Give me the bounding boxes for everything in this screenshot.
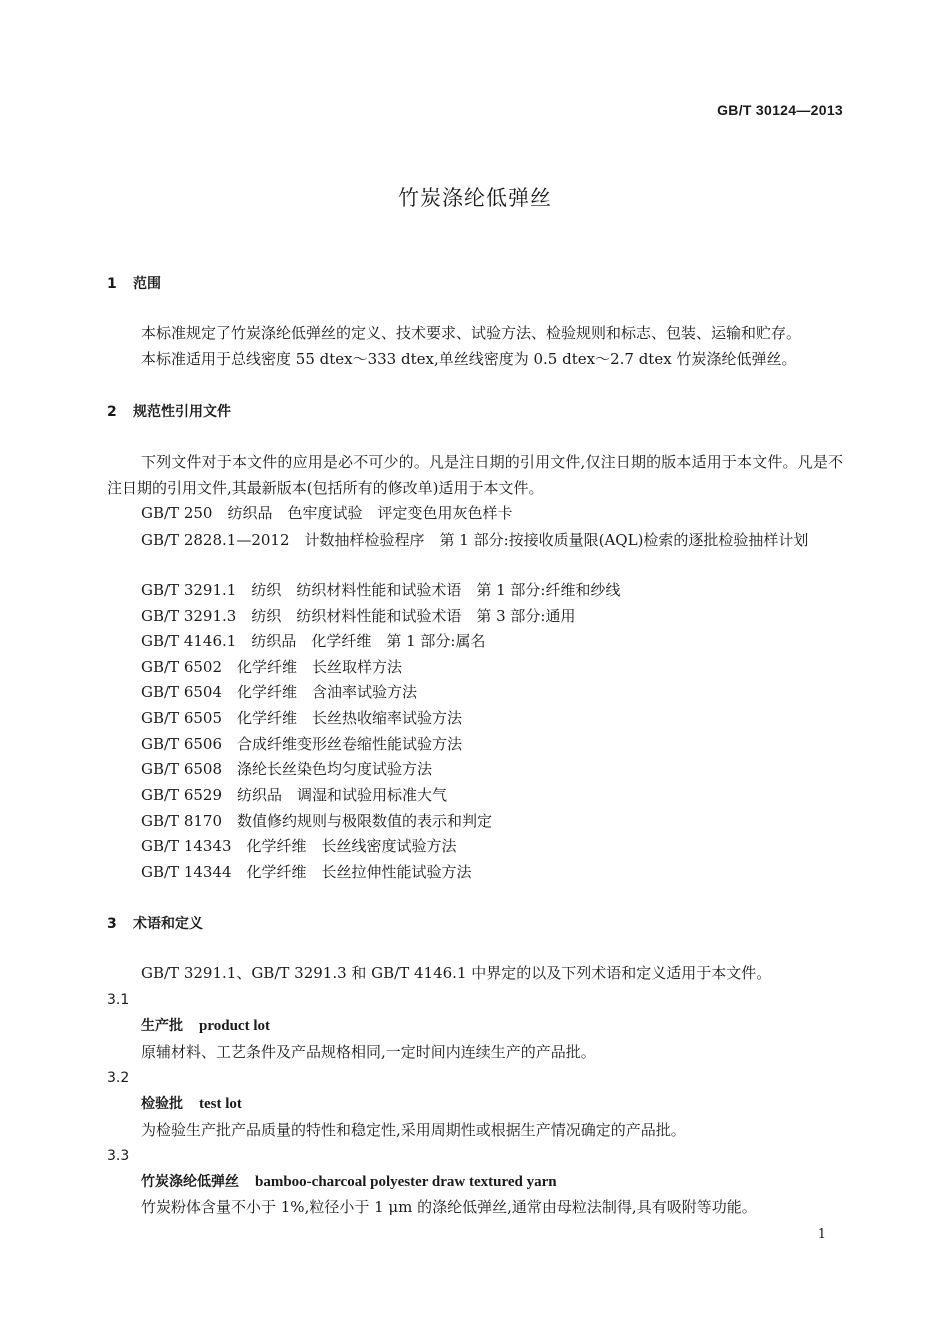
terms-intro: GB/T 3291.1、GB/T 3291.3 和 GB/T 4146.1 中界定的以及下列术语和定义适用于本文件。 — [141, 964, 772, 982]
reference-item: GB/T 6529 纺织品 调湿和试验用标准大气 — [141, 786, 448, 804]
scope-paragraph-1: 本标准规定了竹炭涤纶低弹丝的定义、技术要求、试验方法、检验规则和标志、包装、运输和贮存。 — [141, 324, 802, 342]
term-name-zh: 竹炭涤纶低弹丝 — [141, 1174, 239, 1190]
term-number: 3.1 — [107, 992, 130, 1008]
term-name-en: test lot — [199, 1096, 242, 1112]
reference-item: GB/T 6502 化学纤维 长丝取样方法 — [141, 658, 403, 676]
section-title: 规范性引用文件 — [133, 404, 231, 420]
reference-item: GB/T 250 纺织品 色牢度试验 评定变色用灰色样卡 — [141, 504, 513, 522]
term-definition: 原辅材料、工艺条件及产品规格相同,一定时间内连续生产的产品批。 — [141, 1043, 596, 1061]
section-number: 2 — [107, 404, 117, 420]
reference-item: GB/T 3291.1 纺织 纺织材料性能和试验术语 第 1 部分:纤维和纱线 — [141, 581, 621, 599]
scope-paragraph-2: 本标准适用于总线密度 55 dtex～333 dtex,单丝线密度为 0.5 dtex～2.7 dtex 竹炭涤纶低弹丝。 — [141, 350, 797, 368]
references-intro: 下列文件对于本文件的应用是必不可少的。凡是注日期的引用文件,仅注日期的版本适用于本文件。凡是不注日期的引用文件,其最新版本(包括所有的修改单)适用于本文件。 — [107, 453, 843, 497]
reference-item: GB/T 6508 涤纶长丝染色均匀度试验方法 — [141, 760, 433, 778]
section-title: 范围 — [133, 276, 161, 292]
standard-number: GB/T 30124—2013 — [717, 102, 843, 118]
term-number: 3.2 — [107, 1070, 130, 1086]
term-name-en: product lot — [199, 1018, 270, 1034]
reference-item: GB/T 3291.3 纺织 纺织材料性能和试验术语 第 3 部分:通用 — [141, 607, 576, 625]
term-number: 3.3 — [107, 1148, 130, 1164]
term-definition: 为检验生产批产品质量的特性和稳定性,采用周期性或根据生产情况确定的产品批。 — [141, 1121, 686, 1139]
term-name-en: bamboo-charcoal polyester draw textured yarn — [255, 1174, 557, 1190]
reference-item: GB/T 6506 合成纤维变形丝卷缩性能试验方法 — [141, 735, 463, 753]
section-title: 术语和定义 — [133, 916, 203, 932]
section-number: 1 — [107, 276, 117, 292]
term-name — [141, 1097, 242, 1112]
section-2-heading — [107, 405, 231, 419]
term-definition: 竹炭粉体含量不小于 1%,粒径小于 1 μm 的涤纶低弹丝,通常由母粒法制得,具有吸附等功能。 — [141, 1198, 757, 1216]
term-name-zh: 生产批 — [141, 1018, 183, 1034]
reference-item: GB/T 6505 化学纤维 长丝热收缩率试验方法 — [141, 709, 463, 727]
reference-item: GB/T 8170 数值修约规则与极限数值的表示和判定 — [141, 812, 493, 830]
document-title: 竹炭涤纶低弹丝 — [398, 186, 552, 210]
term-name — [141, 1175, 557, 1190]
term-name — [141, 1019, 270, 1034]
term-name-zh: 检验批 — [141, 1096, 183, 1112]
section-1-heading — [107, 277, 161, 291]
reference-item: GB/T 14344 化学纤维 长丝拉伸性能试验方法 — [141, 863, 472, 881]
section-number: 3 — [107, 916, 117, 932]
reference-item: GB/T 6504 化学纤维 含油率试验方法 — [141, 683, 418, 701]
section-3-heading — [107, 917, 203, 931]
page-number: 1 — [817, 1227, 826, 1242]
reference-item: GB/T 14343 化学纤维 长丝线密度试验方法 — [141, 837, 457, 855]
reference-item: GB/T 4146.1 纺织品 化学纤维 第 1 部分:属名 — [141, 632, 486, 650]
reference-item: GB/T 2828.1—2012 计数抽样检验程序 第 1 部分:按接收质量限(AQL)检索的逐批检验抽样计划 — [141, 531, 809, 549]
